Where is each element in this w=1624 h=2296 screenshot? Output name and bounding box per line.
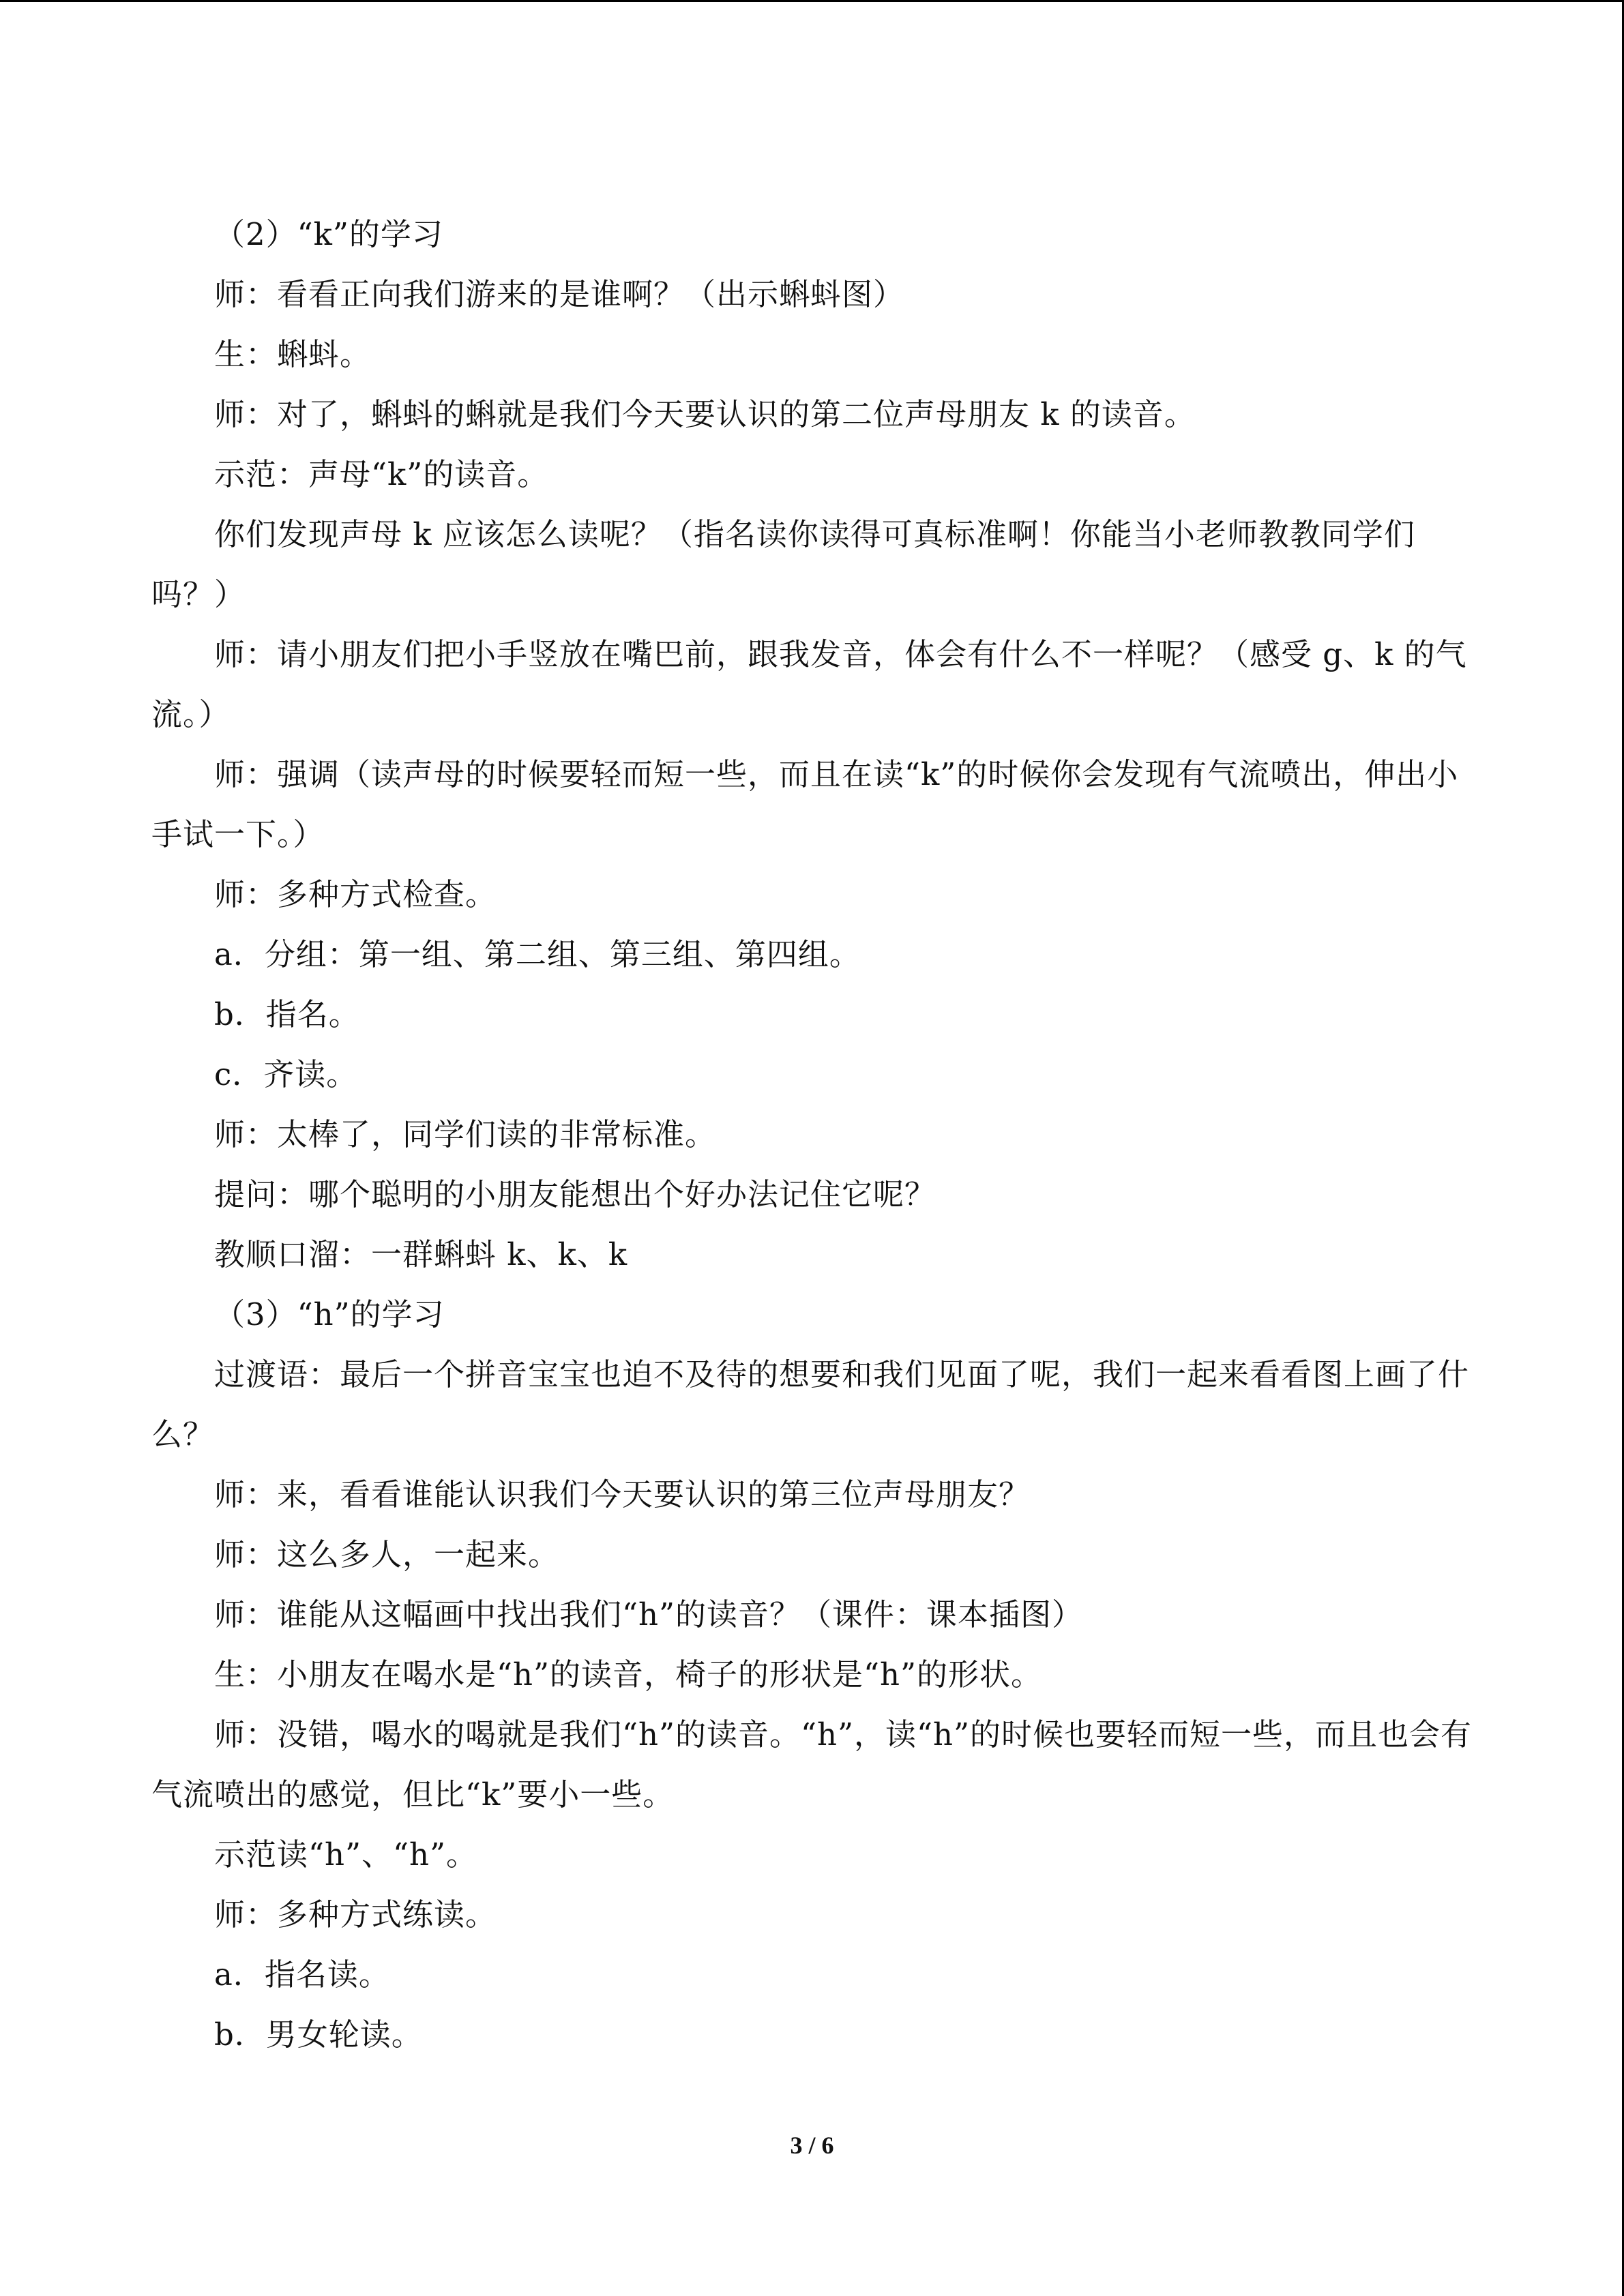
section-heading-h: （3）“h”的学习 <box>214 1296 445 1332</box>
paragraph: 你们发现声母 k 应该怎么读呢？（指名读你读得可真标准啊！你能当小老师教教同学们吗？） <box>151 516 1415 612</box>
page-number: 3 / 6 <box>790 2132 834 2159</box>
paragraph: 师：多种方式练读。 <box>214 1896 497 1933</box>
paragraph: 师：没错，喝水的喝就是我们“h”的读音。“h”，读“h”的时候也要轻而短一些，而且也会有气流喷出的感觉，但比“k”要小一些。 <box>151 1716 1472 1813</box>
list-item: c．齐读。 <box>214 1056 358 1092</box>
section-heading-k: （2）“k”的学习 <box>214 216 443 252</box>
paragraph: 师：来，看看谁能认识我们今天要认识的第三位声母朋友？ <box>214 1476 1031 1512</box>
paragraph: 过渡语：最后一个拼音宝宝也迫不及待的想要和我们见面了呢，我们一起来看看图上画了什么？ <box>151 1356 1470 1452</box>
paragraph: 师：看看正向我们游来的是谁啊？（出示蝌蚪图） <box>214 276 905 312</box>
paragraph: 生：小朋友在喝水是“h”的读音，椅子的形状是“h”的形状。 <box>214 1656 1042 1693</box>
paragraph: 师：强调（读声母的时候要轻而短一些，而且在读“k”的时候你会发现有气流喷出，伸出小手试一下。） <box>151 756 1459 852</box>
paragraph: 师：多种方式检查。 <box>214 876 497 912</box>
page-border-top <box>0 0 1624 2</box>
list-item: b．男女轮读。 <box>214 2016 423 2053</box>
paragraph: 生：蝌蚪。 <box>214 336 372 372</box>
paragraph: 教顺口溜：一群蝌蚪 k、k、k <box>214 1236 628 1272</box>
paragraph: 师：对了，蝌蚪的蝌就是我们今天要认识的第二位声母朋友 k 的读音。 <box>214 396 1196 432</box>
paragraph: 示范：声母“k”的读音。 <box>214 456 549 492</box>
paragraph: 师：这么多人，一起来。 <box>214 1536 560 1572</box>
document-body <box>151 205 1477 2065</box>
paragraph: 提问：哪个聪明的小朋友能想出个好办法记住它呢？ <box>214 1176 936 1212</box>
paragraph: 示范读“h”、“h”。 <box>214 1836 477 1873</box>
paragraph: 师：谁能从这幅画中找出我们“h”的读音？（课件：课本插图） <box>214 1596 1083 1632</box>
list-item: a．指名读。 <box>214 1956 390 1993</box>
paragraph: 师：太棒了，同学们读的非常标准。 <box>214 1116 717 1152</box>
paragraph: 师：请小朋友们把小手竖放在嘴巴前，跟我发音，体会有什么不一样呢？（感受 g、k 的气流。） <box>151 636 1467 732</box>
list-item: a．分组：第一组、第二组、第三组、第四组。 <box>214 936 861 972</box>
list-item: b．指名。 <box>214 996 360 1032</box>
